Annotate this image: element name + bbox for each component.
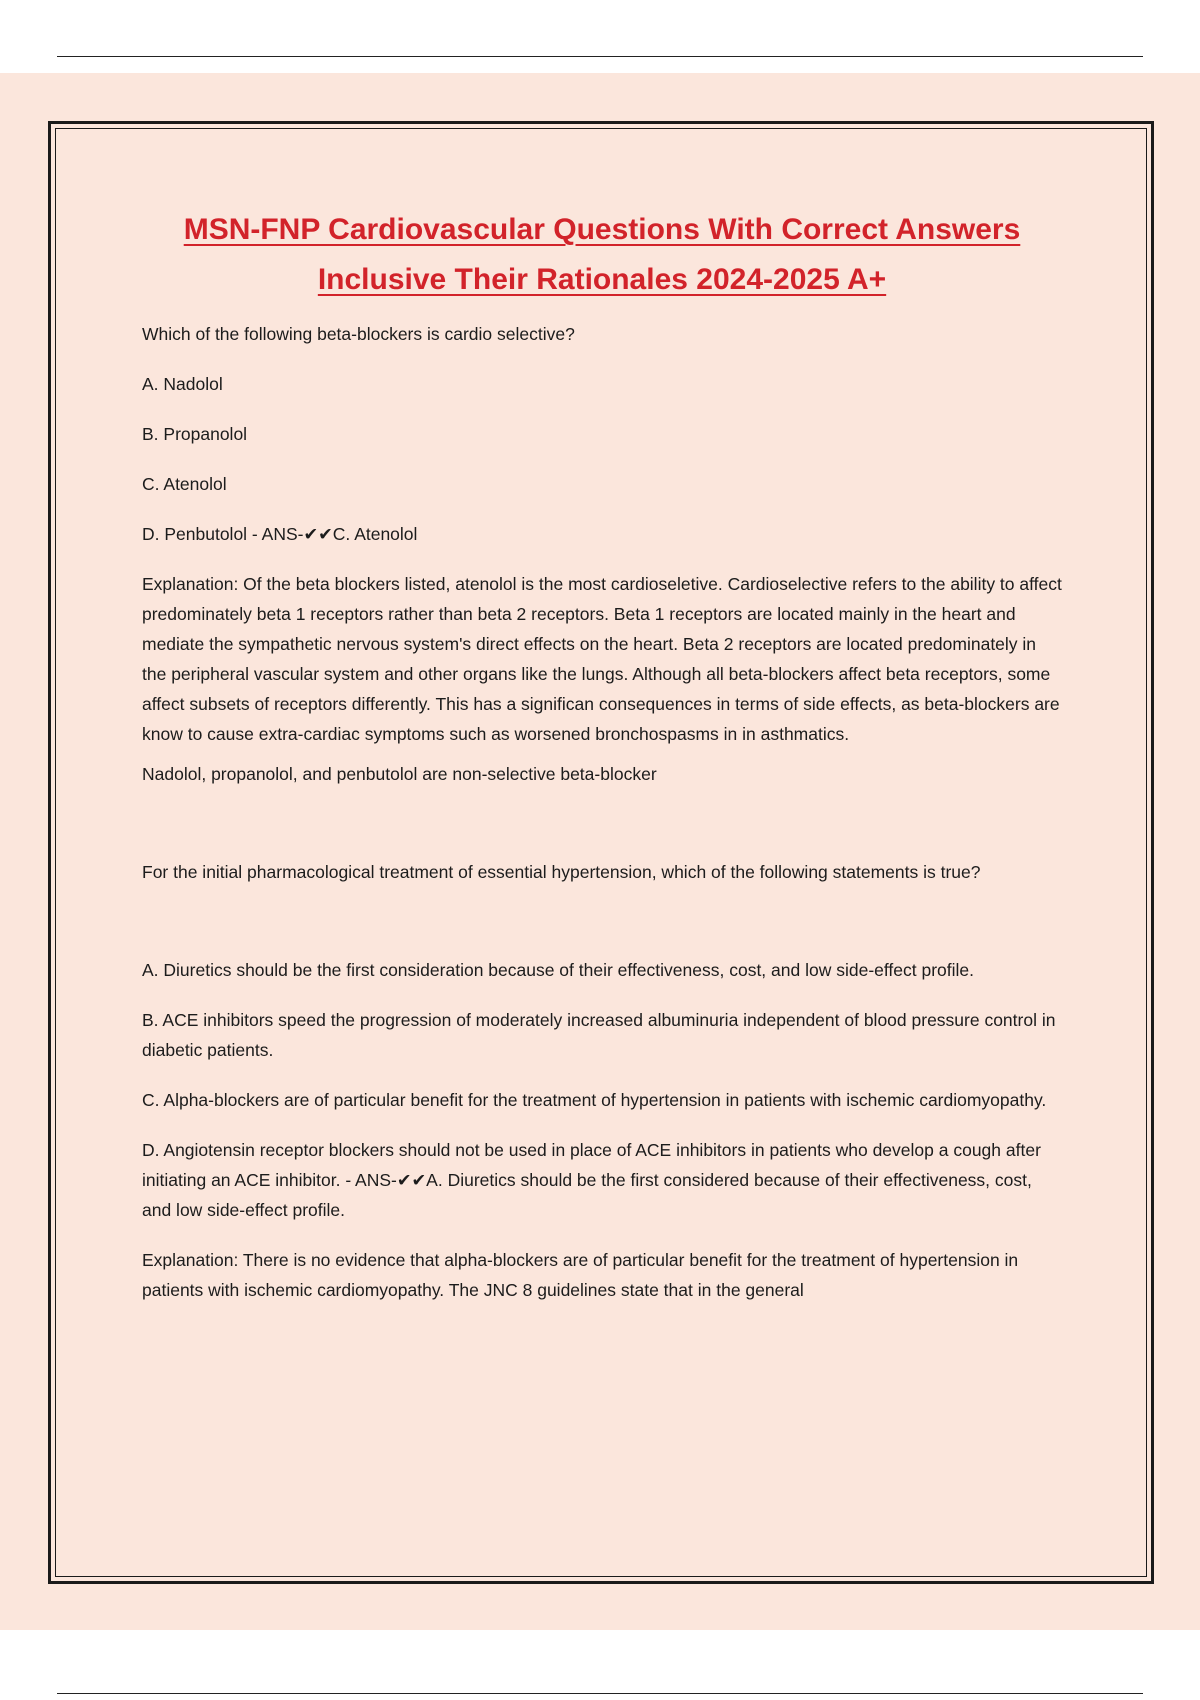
- title-line-2: Inclusive Their Rationales 2024-2025 A+: [317, 263, 887, 296]
- q2-explanation: Explanation: There is no evidence that alpha-blockers are of particular benefit for the treatment of hypertension in patients with ischemic cardiomyopathy. The JNC 8 guidelines state that in the general: [142, 1250, 1019, 1300]
- q1-explanation: Explanation: Of the beta blockers listed, atenolol is the most cardioseletive. Cardioselective refers to the ability to affect predominately beta 1 receptors rather than beta 2 receptors. Beta 1 receptors are located mainly in the heart and mediate the sympathetic nervous system's direct effects on the heart. Beta 2 receptors are located predominately in the peripheral vascular system and other organs like the lungs. Although all beta-blockers affect beta receptors, some affect subsets of receptors differently. This has a significan consequences in terms of side effects, as beta-blockers are know to cause extra-cardiac symptoms such as worsened bronchospasms in in asthmatics.: [142, 574, 1062, 744]
- q1-option-d-answer: D. Penbutolol - ANS-✔✔C. Atenolol: [142, 524, 418, 544]
- title-line-1: MSN-FNP Cardiovascular Questions With Correct Answers: [183, 213, 1021, 246]
- q1-option-c: C. Atenolol: [142, 474, 227, 494]
- q2-option-c: C. Alpha-blockers are of particular benefit for the treatment of hypertension in patients with ischemic cardiomyopathy.: [142, 1090, 1047, 1110]
- q2-option-b: B. ACE inhibitors speed the progression of moderately increased albuminuria independent of blood pressure control in diabetic patients.: [142, 1010, 1056, 1060]
- top-rule: [57, 56, 1143, 57]
- document-content: [142, 205, 1062, 1325]
- q2-option-a: A. Diuretics should be the first consideration because of their effectiveness, cost, and low side-effect profile.: [142, 960, 975, 980]
- question-1: Which of the following beta-blockers is cardio selective?: [142, 324, 575, 344]
- bottom-rule: [57, 1693, 1143, 1694]
- q1-note: Nadolol, propanolol, and penbutolol are non-selective beta-blocker: [142, 764, 657, 784]
- q1-option-b: B. Propanolol: [142, 424, 248, 444]
- question-2: For the initial pharmacological treatment of essential hypertension, which of the following statements is true?: [142, 862, 981, 882]
- q2-option-d-answer: D. Angiotensin receptor blockers should not be used in place of ACE inhibitors in patients who develop a cough after initiating an ACE inhibitor. - ANS-✔✔A. Diuretics should be the first considered because of their effectiveness, cost, and low side-effect profile.: [142, 1140, 1041, 1220]
- document-title: [142, 205, 1062, 305]
- q1-option-a: A. Nadolol: [142, 374, 223, 394]
